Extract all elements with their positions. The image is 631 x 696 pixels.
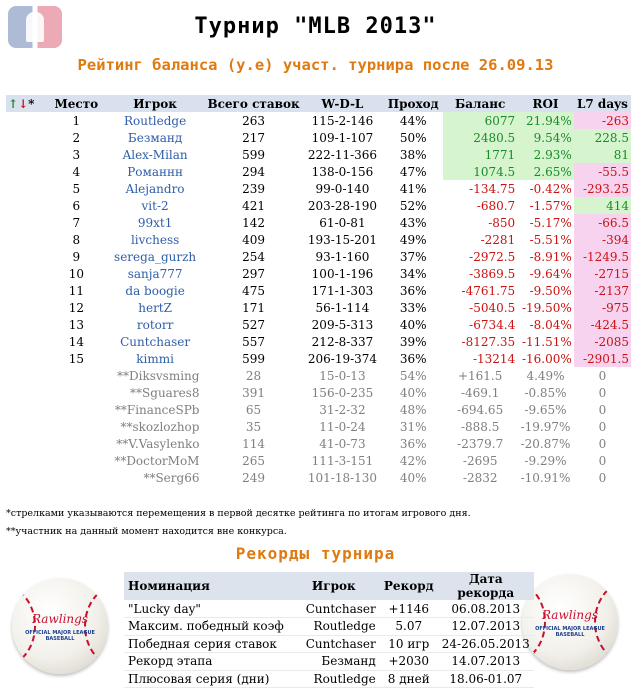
bets-cell: 171	[242, 300, 265, 315]
arrows-header	[6, 95, 48, 112]
records-title: Рекорды турнира	[235, 544, 396, 563]
record-date: 06.08.2013	[438, 600, 534, 618]
player-cell: **skozlozhop	[120, 419, 200, 434]
out-of-contest-row	[6, 418, 631, 435]
place-cell: 13	[68, 317, 84, 332]
balance-cell: 6077	[443, 112, 517, 129]
bets-cell: 391	[242, 385, 265, 400]
record-player: Routledge	[288, 618, 380, 636]
rating-row	[6, 299, 631, 316]
wdl-cell: 31-2-32	[319, 402, 366, 417]
arrow-down-icon: ↓	[18, 96, 29, 111]
roi-cell: 21.94%	[517, 112, 574, 129]
balance-cell: -694.65	[457, 402, 504, 417]
wdl-cell: 99-0-140	[315, 181, 370, 196]
roi-cell: -8.04%	[529, 317, 572, 332]
player-cell: livchess	[130, 232, 180, 247]
records-table	[124, 572, 534, 688]
bets-cell: 28	[245, 368, 262, 383]
arrow-cell	[6, 401, 48, 418]
arrow-cell	[6, 146, 48, 163]
player-cell: hertZ	[138, 300, 172, 315]
arrow-cell	[6, 112, 48, 129]
l7-cell: 414	[574, 197, 631, 214]
balance-cell: -2972.5	[469, 249, 516, 264]
bets-cell: 294	[242, 164, 265, 179]
l7-cell: -2901.5	[574, 350, 631, 367]
record-date: 14.07.2013	[438, 653, 534, 671]
place-cell	[48, 435, 105, 452]
balance-cell: -2832	[462, 470, 498, 485]
roi-cell: -10.91%	[520, 470, 571, 485]
l7-cell: 0	[598, 368, 607, 383]
bets-cell: 65	[245, 402, 262, 417]
place-cell: 6	[72, 198, 81, 213]
header-wdl: W-D-L	[321, 96, 364, 111]
arrow-cell	[6, 469, 48, 486]
wdl-cell: 61-0-81	[319, 215, 366, 230]
place-cell	[48, 469, 105, 486]
l7-cell: -975	[574, 299, 631, 316]
pass-cell: 34%	[399, 266, 427, 281]
player-cell: kimmi	[136, 351, 174, 366]
rating-row	[6, 129, 631, 146]
wdl-cell: 222-11-366	[307, 147, 378, 162]
rec-header-date: Дата рекорда	[438, 572, 534, 600]
l7-cell: -55.5	[574, 163, 631, 180]
player-cell: Cuntchaser	[120, 334, 191, 349]
l7-cell: -2137	[574, 282, 631, 299]
rating-row	[6, 214, 631, 231]
record-date: 24-26.05.2013	[438, 635, 534, 653]
pass-cell: 38%	[399, 147, 427, 162]
wdl-cell: 93-1-160	[315, 249, 370, 264]
arrow-cell	[6, 231, 48, 248]
pass-cell: 40%	[399, 385, 427, 400]
bets-cell: 263	[242, 113, 265, 128]
record-date: 18.06-01.07	[438, 670, 534, 688]
pass-cell: 41%	[399, 181, 427, 196]
arrow-cell	[6, 367, 48, 384]
roi-cell: -11.51%	[521, 334, 572, 349]
l7-cell: -2085	[574, 333, 631, 350]
l7-cell: 0	[598, 402, 607, 417]
l7-cell: -66.5	[574, 214, 631, 231]
roi-cell: -16.00%	[521, 351, 572, 366]
ball-text: OFFICIAL MAJOR LEAGUE BASEBALL	[535, 626, 605, 638]
wdl-cell: 100-1-196	[311, 266, 374, 281]
place-cell: 11	[68, 283, 84, 298]
balance-cell: -2695	[462, 453, 498, 468]
arrow-up-icon: ↑	[8, 96, 19, 111]
player-cell: vit-2	[141, 198, 169, 213]
record-value: +1146	[380, 600, 438, 618]
balance-cell: -13214	[472, 351, 516, 366]
rating-row	[6, 350, 631, 367]
player-cell: **V.Vasylenko	[116, 436, 200, 451]
rec-header-player: Игрок	[288, 572, 380, 600]
player-cell: Романнн	[127, 164, 183, 179]
place-cell: 14	[68, 334, 84, 349]
bets-cell: 249	[242, 470, 265, 485]
record-date: 12.07.2013	[438, 618, 534, 636]
l7-cell: 0	[598, 470, 607, 485]
player-cell: sanja777	[127, 266, 183, 281]
l7-cell: -424.5	[574, 316, 631, 333]
record-player: Routledge	[288, 670, 380, 688]
roi-cell: 4.49%	[526, 368, 565, 383]
place-cell: 3	[72, 147, 81, 162]
roi-cell: -5.51%	[529, 232, 572, 247]
arrow-cell	[6, 214, 48, 231]
pass-cell: 40%	[399, 317, 427, 332]
pass-cell: 39%	[399, 334, 427, 349]
balance-cell: -134.75	[469, 181, 516, 196]
arrow-cell	[6, 282, 48, 299]
record-nomination: Победная серия ставок	[124, 635, 288, 653]
roi-cell: -0.42%	[529, 181, 572, 196]
pass-cell: 54%	[399, 368, 427, 383]
player-cell: **Sguares8	[130, 385, 200, 400]
out-of-contest-row	[6, 367, 631, 384]
rating-row	[6, 180, 631, 197]
pass-cell: 48%	[399, 402, 427, 417]
record-row	[124, 653, 534, 671]
arrow-cell	[6, 418, 48, 435]
balance-cell: -8127.35	[461, 334, 516, 349]
record-value: 10 игр	[380, 635, 438, 653]
record-value: +2030	[380, 653, 438, 671]
header-balance: Баланс	[455, 96, 506, 111]
bets-cell: 114	[242, 436, 265, 451]
wdl-cell: 41-0-73	[319, 436, 366, 451]
arrow-cell	[6, 248, 48, 265]
ball-text: OFFICIAL MAJOR LEAGUE BASEBALL	[25, 630, 95, 642]
arrow-cell	[6, 384, 48, 401]
balance-cell: -680.7	[476, 198, 516, 213]
pass-cell: 37%	[399, 249, 427, 264]
record-row	[124, 618, 534, 636]
arrow-cell	[6, 265, 48, 282]
place-cell	[48, 384, 105, 401]
pass-cell: 31%	[399, 419, 427, 434]
place-cell: 12	[68, 300, 84, 315]
balance-cell: -4761.75	[461, 283, 516, 298]
roi-cell: -1.57%	[529, 198, 572, 213]
balance-cell: -888.5	[460, 419, 500, 434]
arrow-cell	[6, 316, 48, 333]
l7-cell: 0	[598, 385, 607, 400]
pass-cell: 52%	[399, 198, 427, 213]
record-row	[124, 600, 534, 618]
note-out: **участник на данный момент находится вне конкурса.	[6, 526, 287, 537]
pass-cell: 36%	[399, 351, 427, 366]
ball-brand: Rawlings	[542, 608, 598, 622]
note-arrows: *стрелками указываются перемещения в первой десятке рейтинга по итогам игрового дня.	[6, 508, 471, 519]
rating-row	[6, 265, 631, 282]
rating-row	[6, 197, 631, 214]
bets-cell: 527	[242, 317, 265, 332]
wdl-cell: 109-1-107	[311, 130, 374, 145]
place-cell: 7	[72, 215, 81, 230]
out-of-contest-row	[6, 452, 631, 469]
balance-cell: -2379.7	[457, 436, 504, 451]
roi-cell: -8.91%	[529, 249, 572, 264]
l7-cell: 0	[598, 453, 607, 468]
roi-cell: -5.17%	[529, 215, 572, 230]
player-cell: da boogie	[125, 283, 185, 298]
l7-cell: 0	[598, 419, 607, 434]
record-row	[124, 670, 534, 688]
page-title: Турнир "MLB 2013"	[194, 14, 437, 39]
place-cell: 4	[72, 164, 81, 179]
arrow-cell	[6, 350, 48, 367]
rating-row	[6, 112, 631, 129]
place-cell: 10	[68, 266, 84, 281]
wdl-cell: 206-19-374	[307, 351, 378, 366]
balance-cell: -2281	[480, 232, 516, 247]
pass-cell: 33%	[399, 300, 427, 315]
balance-cell: 2480.5	[443, 129, 517, 146]
l7-cell: -394	[574, 231, 631, 248]
pass-cell: 43%	[399, 215, 427, 230]
wdl-cell: 56-1-114	[315, 300, 370, 315]
arrow-cell	[6, 180, 48, 197]
header-l7: L7 days	[576, 96, 628, 111]
roi-cell: -9.64%	[529, 266, 572, 281]
bets-cell: 265	[242, 453, 265, 468]
l7-cell: -263	[574, 112, 631, 129]
roi-cell: -20.87%	[520, 436, 571, 451]
place-cell	[48, 418, 105, 435]
header-roi: ROI	[532, 96, 559, 111]
arrow-cell	[6, 452, 48, 469]
player-cell: **Serg66	[143, 470, 200, 485]
place-cell	[48, 401, 105, 418]
balance-cell: -3869.5	[469, 266, 516, 281]
roi-cell: -9.50%	[529, 283, 572, 298]
balance-cell: +161.5	[457, 368, 503, 383]
wdl-cell: 15-0-13	[319, 368, 366, 383]
balance-cell: -5040.5	[469, 300, 516, 315]
place-cell	[48, 452, 105, 469]
pass-cell: 40%	[399, 470, 427, 485]
record-nomination: "Lucky day"	[124, 600, 288, 618]
arrow-cell	[6, 129, 48, 146]
wdl-cell: 115-2-146	[311, 113, 374, 128]
bets-cell: 239	[242, 181, 265, 196]
l7-cell: -293.25	[574, 180, 631, 197]
header-bets: Всего ставок	[207, 96, 300, 111]
player-cell: Routledge	[123, 113, 187, 128]
arrow-cell	[6, 299, 48, 316]
ball-brand: Rawlings	[32, 612, 88, 626]
record-player: Cuntchaser	[288, 600, 380, 618]
rating-row	[6, 248, 631, 265]
header-player: Игрок	[133, 96, 177, 111]
player-cell: **DoctorMoM	[114, 453, 200, 468]
rating-row	[6, 163, 631, 180]
arrows-asterisk: *	[28, 96, 35, 111]
page-subtitle: Рейтинг баланса (у.е) участ. турнира после 26.09.13	[77, 56, 554, 74]
place-cell: 15	[68, 351, 84, 366]
pass-cell: 42%	[399, 453, 427, 468]
pass-cell: 44%	[399, 113, 427, 128]
baseball-left-image	[12, 578, 108, 674]
bets-cell: 297	[242, 266, 265, 281]
place-cell: 5	[72, 181, 81, 196]
balance-cell: -850	[488, 215, 516, 230]
place-cell: 9	[72, 249, 81, 264]
place-cell: 1	[72, 113, 81, 128]
header-pass: Проход	[387, 96, 439, 111]
player-cell: rotorr	[136, 317, 174, 332]
out-of-contest-row	[6, 401, 631, 418]
roi-cell: 2.93%	[517, 146, 574, 163]
balance-cell: 1074.5	[443, 163, 517, 180]
wdl-cell: 209-5-313	[311, 317, 374, 332]
bets-cell: 421	[242, 198, 265, 213]
player-cell: Alex-Milan	[122, 147, 188, 162]
place-cell: 8	[72, 232, 81, 247]
rec-header-nomination: Номинация	[124, 572, 288, 600]
roi-cell: 9.54%	[517, 129, 574, 146]
record-value: 5.07	[380, 618, 438, 636]
wdl-cell: 11-0-24	[319, 419, 366, 434]
arrow-cell	[6, 333, 48, 350]
rating-row	[6, 282, 631, 299]
roi-cell: -19.50%	[521, 300, 572, 315]
wdl-cell: 212-8-337	[311, 334, 374, 349]
rating-row	[6, 333, 631, 350]
record-nomination: Рекорд этапа	[124, 653, 288, 671]
player-cell: Безманд	[127, 130, 183, 145]
rating-header-row	[6, 95, 631, 112]
bets-cell: 217	[242, 130, 265, 145]
roi-cell: -0.85%	[524, 385, 567, 400]
pass-cell: 50%	[399, 130, 427, 145]
wdl-cell: 101-18-130	[307, 470, 378, 485]
l7-cell: 228.5	[574, 129, 631, 146]
arrow-cell	[6, 197, 48, 214]
record-row	[124, 635, 534, 653]
arrow-cell	[6, 163, 48, 180]
rating-row	[6, 231, 631, 248]
rating-row	[6, 146, 631, 163]
bets-cell: 254	[242, 249, 265, 264]
place-cell: 2	[72, 130, 81, 145]
l7-cell: -1249.5	[574, 248, 631, 265]
wdl-cell: 193-15-201	[307, 232, 378, 247]
arrow-cell	[6, 435, 48, 452]
wdl-cell: 138-0-156	[311, 164, 374, 179]
bets-cell: 557	[242, 334, 265, 349]
l7-cell: -2715	[574, 265, 631, 282]
rating-row	[6, 316, 631, 333]
pass-cell: 47%	[399, 164, 427, 179]
roi-cell: 2.65%	[517, 163, 574, 180]
wdl-cell: 111-3-151	[311, 453, 374, 468]
roi-cell: -9.65%	[524, 402, 567, 417]
baseball-right-image	[522, 574, 618, 670]
out-of-contest-row	[6, 469, 631, 486]
wdl-cell: 156-0-235	[311, 385, 374, 400]
header-place: Место	[54, 96, 99, 111]
l7-cell: 81	[574, 146, 631, 163]
player-cell: 99xt1	[137, 215, 173, 230]
record-player: Безманд	[288, 653, 380, 671]
pass-cell: 36%	[399, 283, 427, 298]
pass-cell: 49%	[399, 232, 427, 247]
bets-cell: 475	[242, 283, 265, 298]
bets-cell: 142	[242, 215, 265, 230]
place-cell	[48, 367, 105, 384]
record-player: Cuntchaser	[288, 635, 380, 653]
record-value: 8 дней	[380, 670, 438, 688]
wdl-cell: 171-1-303	[311, 283, 374, 298]
balance-cell: 1771	[443, 146, 517, 163]
rating-table	[6, 95, 631, 486]
player-cell: Alejandro	[125, 181, 185, 196]
record-nomination: Максим. победный коэф	[124, 618, 288, 636]
roi-cell: -9.29%	[524, 453, 567, 468]
wdl-cell: 203-28-190	[307, 198, 378, 213]
player-cell: **Diksvsming	[117, 368, 200, 383]
roi-cell: -19.97%	[520, 419, 571, 434]
player-cell: **FinanceSPb	[114, 402, 200, 417]
bets-cell: 35	[245, 419, 262, 434]
out-of-contest-row	[6, 435, 631, 452]
record-nomination: Плюсовая серия (дни)	[124, 670, 288, 688]
pass-cell: 36%	[399, 436, 427, 451]
records-header-row	[124, 572, 534, 600]
balance-cell: -6734.4	[469, 317, 516, 332]
player-cell: serega_gurzh	[114, 249, 197, 264]
rec-header-record: Рекорд	[380, 572, 438, 600]
l7-cell: 0	[598, 436, 607, 451]
bets-cell: 599	[242, 147, 265, 162]
out-of-contest-row	[6, 384, 631, 401]
balance-cell: -469.1	[460, 385, 500, 400]
bets-cell: 599	[242, 351, 265, 366]
bets-cell: 409	[242, 232, 265, 247]
